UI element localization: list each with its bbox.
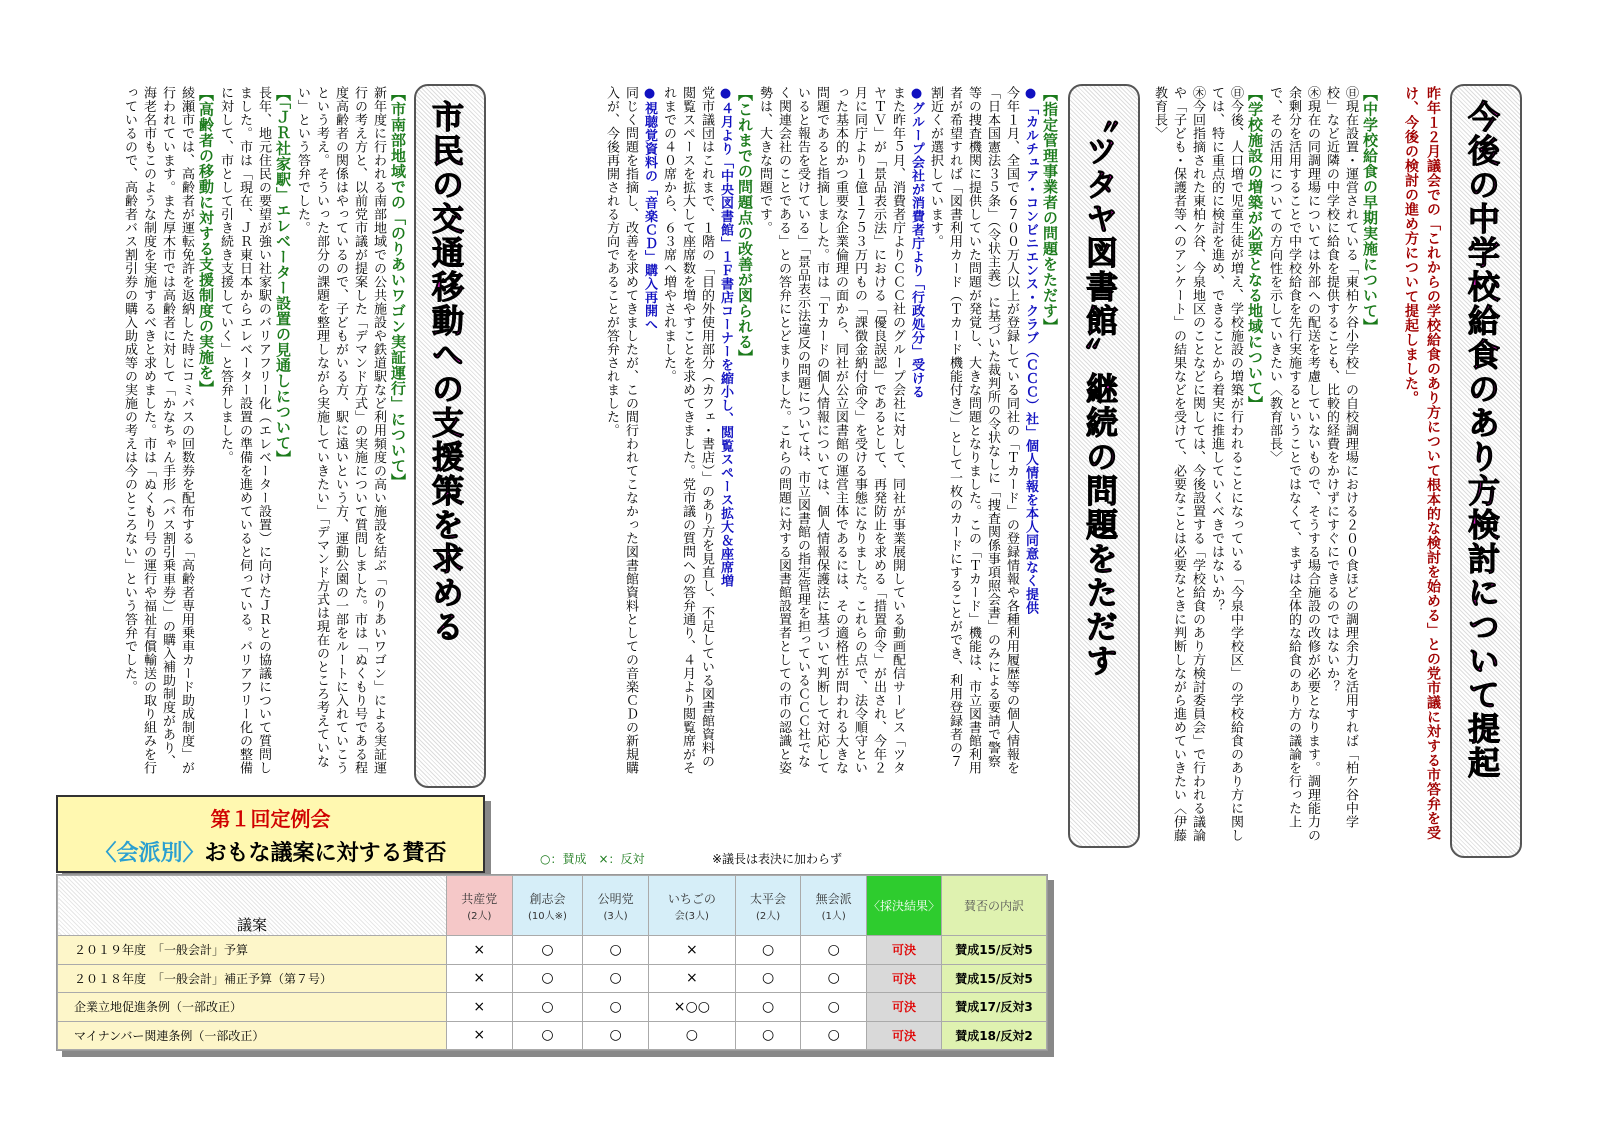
lunch-s2-question: ㊐今後、人口増で児童生徒が増え、学校施設の増築が行われることになっている「今泉中学校区」の学校給食のあり方に関しては、特に重点的に検討を進め、できることから着実に推進していくべきではないか？	[1209, 86, 1243, 842]
breakdown-cell: 賛成15/反対5	[942, 964, 1047, 992]
bill-name: ２０１９年度 「一般会計」予算	[58, 936, 447, 964]
vote-cell: ○	[512, 964, 583, 992]
vote-cell: ×	[447, 993, 513, 1021]
party-seats: (2人)	[755, 910, 781, 922]
vote-cell: ○	[583, 993, 649, 1021]
result-cell: 可決	[867, 993, 942, 1021]
vote-cell: ○	[735, 936, 801, 964]
lunch-s1-heading: 【中学校給食の早期実施について】	[1361, 86, 1379, 334]
tsutaya-s1-sub: ●「カルチュア・コンビニエンス・クラブ（ＣＣＣ）社」個人情報を本人同意なく提供	[1023, 86, 1038, 615]
vote-banner	[56, 795, 485, 873]
vote-table	[57, 875, 1047, 1050]
vote-cell: ○	[735, 964, 801, 992]
table-row	[58, 993, 1047, 1021]
transport-section	[52, 86, 408, 776]
party-seats: (3人)	[603, 910, 628, 922]
tsutaya-s2-sub: ●グループ会社が消費者庁より「行政処分」受ける	[909, 86, 924, 399]
vote-cell: ×	[648, 936, 735, 964]
vote-cell: ○	[583, 964, 649, 992]
vote-note: ※議長は表決に加わらず	[712, 852, 843, 866]
vote-banner-title: 第１回定例会	[210, 807, 331, 831]
vote-cell: ○	[801, 1021, 867, 1050]
tsutaya-s4-body: 同じく問題を指摘し、改善を求めてきましたが、この間行われてこなかった図書館資料としての音楽ＣＤの新規購入が、今後再開される方向であることが答弁されました。	[604, 86, 638, 775]
vote-cell: ○	[583, 936, 649, 964]
table-row	[58, 936, 1047, 964]
vote-cell: ○	[801, 964, 867, 992]
tsutaya-s1-heading: 【指定管理事業者の問題をただす】	[1041, 86, 1059, 334]
tsutaya-s3-sub: ●４月より「中央図書館」１Ｆ書店コーナーを縮小し、閲覧スペース拡大＆座席増	[718, 86, 733, 588]
vote-cell: ○	[583, 1021, 649, 1050]
breakdown-cell: 賛成18/反対2	[942, 1021, 1047, 1050]
header-party-1	[512, 876, 583, 936]
vote-cell: ○	[648, 1021, 735, 1050]
header-party-2	[583, 876, 649, 936]
headline-lunch: 今後の中学校給食のあり方検討について提起	[1463, 100, 1501, 780]
vote-cell: ○	[512, 936, 583, 964]
vote-cell: ×○○	[648, 993, 735, 1021]
vote-cell: ○	[801, 936, 867, 964]
party-name: 創志会	[529, 891, 566, 906]
party-name: 太平会	[750, 891, 787, 906]
vote-cell: ○	[512, 1021, 583, 1050]
headline-tsutaya: 〝ツタヤ図書館〟継続の問題をただす	[1081, 100, 1119, 678]
header-breakdown: 賛否の内訳	[942, 876, 1047, 936]
tsutaya-s2-body: また昨年５月、消費者庁よりＣＣＣ社のグループ会社に対して、同社が事業展開している動画配信サービス「ツタヤＴＶ」が「景品表示法」における「優良誤認」であるとして、再発防止を求める「措置命令」が出され、今年２月に同庁より１億１７５３万円もの「課徴金納付命令」を受ける事態になりました。これらの点で、法令順守といった基本的かつ重要な企業倫理の面から、同社が公立図書館の運営主体であるには、その適格性が問われる大きな問題であると指摘しました。市は「Ｔカードの個人情報については、個人情報保護法に基づいて判断して対応していると報告を受けている」「景品表示法違反の問題については、市立図書館の指定管理を担っているＣＣＣ社でなく関連会社のことである」との答弁にとどまりました。これらの問題に対する図書館設置者としての市の認識と姿勢は、大きな問題です。	[757, 86, 905, 775]
table-row	[58, 1021, 1047, 1050]
tsutaya-s1-body: 今年１月、全国で６７００万人以上が登録している同社の「Ｔカード」の登録情報や各種利用履歴等の個人情報を「日本国憲法３５条」（令状主義）に基づいた裁判所の令状なしに「捜査関係事項照会書」のみによる要請で警察等の捜査機関に提供していた問題が発覚し、大きな問題となりました。この「Ｔカード」機能は、市立図書館利用者が希望すれば「図書利用カード（Ｔカード機能付き）」として一枚のカードにすることができ、利用登録者の７割近くが選択しています。	[928, 86, 1019, 775]
party-seats: 会(3人)	[674, 910, 709, 922]
transport-s3-heading: 【高齢者の移動に対する支援制度の実施を】	[197, 86, 215, 396]
vote-cell: ○	[801, 993, 867, 1021]
transport-s3-body: 綾瀬市では、高齢者が運転免許を返納した時にコミバスの回数券を配布する「高齢者専用乗車カード助成制度」が行われています。また厚木市では高齢者に対して「かなちゃん手形（バス割引乗車券）」の購入補助制度があり、海老名市もこのような制度を実施するべきと求めました。市は「ぬくもり号の運行や福祉有償輸送の取り組みを行っているので、高齢者バス割引券の購入助成等の実施の考えは今のところない」という答弁でした。	[122, 86, 194, 775]
breakdown-cell: 賛成17/反対3	[942, 993, 1047, 1021]
vote-table-header	[58, 876, 1047, 936]
result-cell: 可決	[867, 936, 942, 964]
lunch-section-1	[1152, 86, 1380, 846]
party-name: いちごの	[667, 891, 716, 906]
transport-s2-heading: 【「ＪＲ社家駅」エレベーター設置の見通しについて】	[274, 86, 292, 466]
transport-s1-heading: 【市南部地域での「のりあいワゴン実証運行」について】	[389, 86, 407, 489]
lunch-s2-answer: ㊍今回指摘された東柏ケ谷、今泉地区のことなどに関しては、今後設置する「学校給食のあり方検討委員会」で行われる議論や「子ども・保護者等へのアンケート」の結果などを受けて、必要なことは必要なときに判断しながら進めていきたい〈伊藤教育長〉	[1152, 86, 1205, 842]
tsutaya-s3-heading: 【これまでの問題点の改善が図られる】	[736, 86, 754, 365]
breakdown-cell: 賛成15/反対5	[942, 936, 1047, 964]
tsutaya-section	[490, 86, 1060, 776]
tsutaya-s4-sub: ●視聴覚資料の「音楽ＣＤ」購入再開へ	[642, 86, 657, 331]
bill-name: 企業立地促進条例（一部改正）	[58, 993, 447, 1021]
header-party-0	[447, 876, 513, 936]
vote-cell: ×	[648, 964, 735, 992]
vote-cell: ○	[512, 993, 583, 1021]
vote-cell: ×	[447, 1021, 513, 1050]
header-result: 〈採決結果〉	[867, 876, 942, 936]
vote-cell: ×	[447, 936, 513, 964]
party-seats: (1人)	[821, 910, 846, 922]
party-name: 公明党	[597, 891, 634, 906]
header-party-3	[648, 876, 735, 936]
transport-s1-body: 新年度に行われる南部地域での公共施設や鉄道駅など利用頻度の高い施設を結ぶ「のりあいワゴン」による実証運行の考え方と、以前党市議が提案した「デマンド方式」の実施について質問しました。市は「ぬくもり号である程度高齢者の関係はやっているので、子どもがいる方、駅に遠いという方、運動公園の一部をルートに入れていこうという考え。そういった部分の課題を整理しながら実施していきたい」「デマンド方式は現在のところ考えていない」という答弁でした。	[295, 86, 386, 775]
vote-banner-line2: おもな議案に対する賛否	[204, 841, 447, 866]
header-party-4	[735, 876, 801, 936]
result-cell: 可決	[867, 1021, 942, 1050]
result-cell: 可決	[867, 964, 942, 992]
vote-legend: ○：賛成 ×：反対	[540, 852, 645, 866]
header-party-5	[801, 876, 867, 936]
lunch-s1-answer: ㊍現在の同調理場については外部への配送を考慮していないもので、そうする場合施設の改修が必要となります。調理能力の余剰分を活用することで中学校給食を先行実施するということではなくて、まずは全体的な給食のあり方の議論を行った上で、その活用についての方向性を示していきたい〈教育部長〉	[1267, 86, 1320, 842]
headline-transport: 市民の交通移動への支援策を求める	[427, 100, 465, 644]
vote-cell: ○	[735, 993, 801, 1021]
party-name: 共産党	[461, 891, 498, 906]
tsutaya-s3-body: 党市議団はこれまで、１階の「目的外使用部分（カフェ・書店）」のあり方を見直し、不足している図書館資料の閲覧スペースを拡大して座席数を増やすことを求めてきました。党市議の質問への答弁通り、４月より閲覧席がそれまでの４０席から、６３席へ増やされました。	[661, 86, 714, 775]
vote-cell: ×	[447, 964, 513, 992]
vote-banner-bracket: 〈会派別〉	[94, 841, 205, 866]
bill-name: マイナンバー関連条例（一部改正）	[58, 1021, 447, 1050]
bill-name: ２０１８年度 「一般会計」補正予算（第７号）	[58, 964, 447, 992]
header-bill: 議案	[58, 876, 447, 936]
party-seats: (2人)	[467, 910, 492, 922]
vote-banner-subtitle	[58, 836, 483, 867]
transport-s2-body: 長年、地元住民の要望が強い社家駅のバリアフリー化（エレベーター設置）に向けたＪＲとの協議について質問しました。市は「現在、ＪＲ東日本からエレベーター設置の準備を進めていると伺っている。バリアフリー化の整備に対して、市として引き続き支援していく」と答弁しました。	[218, 86, 271, 775]
vote-rows	[58, 936, 1047, 1050]
table-row	[58, 964, 1047, 992]
vote-cell: ○	[735, 1021, 801, 1050]
party-seats: (10人※)	[528, 910, 567, 922]
lunch-s1-question: ㊐現在設置・運営されている「東柏ケ谷小学校」の自校調理場における２００食ほどの調理余力を活用すれば「柏ケ谷中学校」など近隣の中学校に給食を提供することも、比較的経費をかけずにすぐにできるのではないか？	[1324, 86, 1358, 829]
party-name: 無会派	[815, 891, 852, 906]
lunch-intro: 昨年１２月議会での「これからの学校給食のあり方について根本的な検討を始める」との党市議に対する市答弁を受け、今後の検討の進め方について提起しました。	[1403, 86, 1441, 840]
lunch-s2-heading: 【学校施設の増築が必要となる地域について】	[1246, 86, 1264, 412]
vote-table-wrapper	[56, 874, 1048, 1051]
